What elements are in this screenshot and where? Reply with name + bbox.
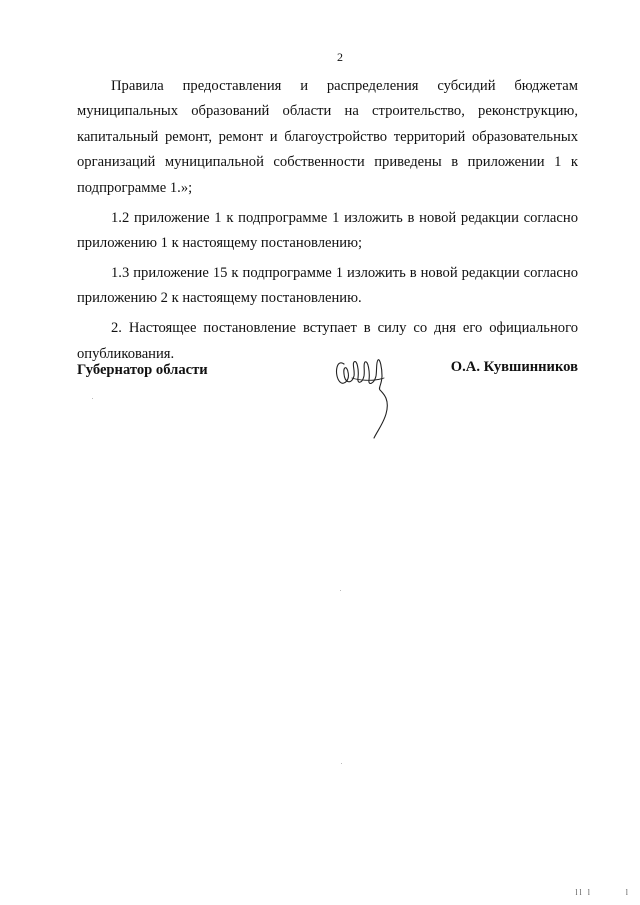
- scan-speck: [92, 398, 93, 399]
- scan-speck: [340, 590, 341, 591]
- scan-speck: [341, 763, 342, 764]
- scan-footer-mark: ll l: [575, 888, 592, 897]
- paragraph-rules: Правила предоставления и распределения субсидий бюджетам муниципальных образований области на строительство, реконструкцию, капитальный ремонт, ремонт и благоустройство территорий образовательных организаций муниципальной собственности приведены в приложении 1 к подпрограмме 1.»;: [77, 78, 578, 196]
- signer-position: Губернатор области: [77, 362, 208, 378]
- scan-footer-mark-right: l: [625, 888, 628, 897]
- page-number: 2: [337, 50, 343, 64]
- paragraph-effective-date: 2. Настоящее постановление вступает в силу со дня его официального опубликования.: [77, 320, 578, 362]
- signer-name: О.А. Кувшинников: [450, 359, 578, 375]
- document-body: [77, 74, 578, 371]
- handwritten-signature: [332, 350, 402, 440]
- signature-block: [77, 359, 578, 452]
- paragraph-item-1-2: 1.2 приложение 1 к подпрограмме 1 изложить в новой редакции согласно приложению 1 к настоящему постановлению;: [77, 209, 578, 251]
- paragraph-item-1-3: 1.3 приложение 15 к подпрограмме 1 изложить в новой редакции согласно приложению 2 к настоящему постановлению.: [77, 264, 578, 307]
